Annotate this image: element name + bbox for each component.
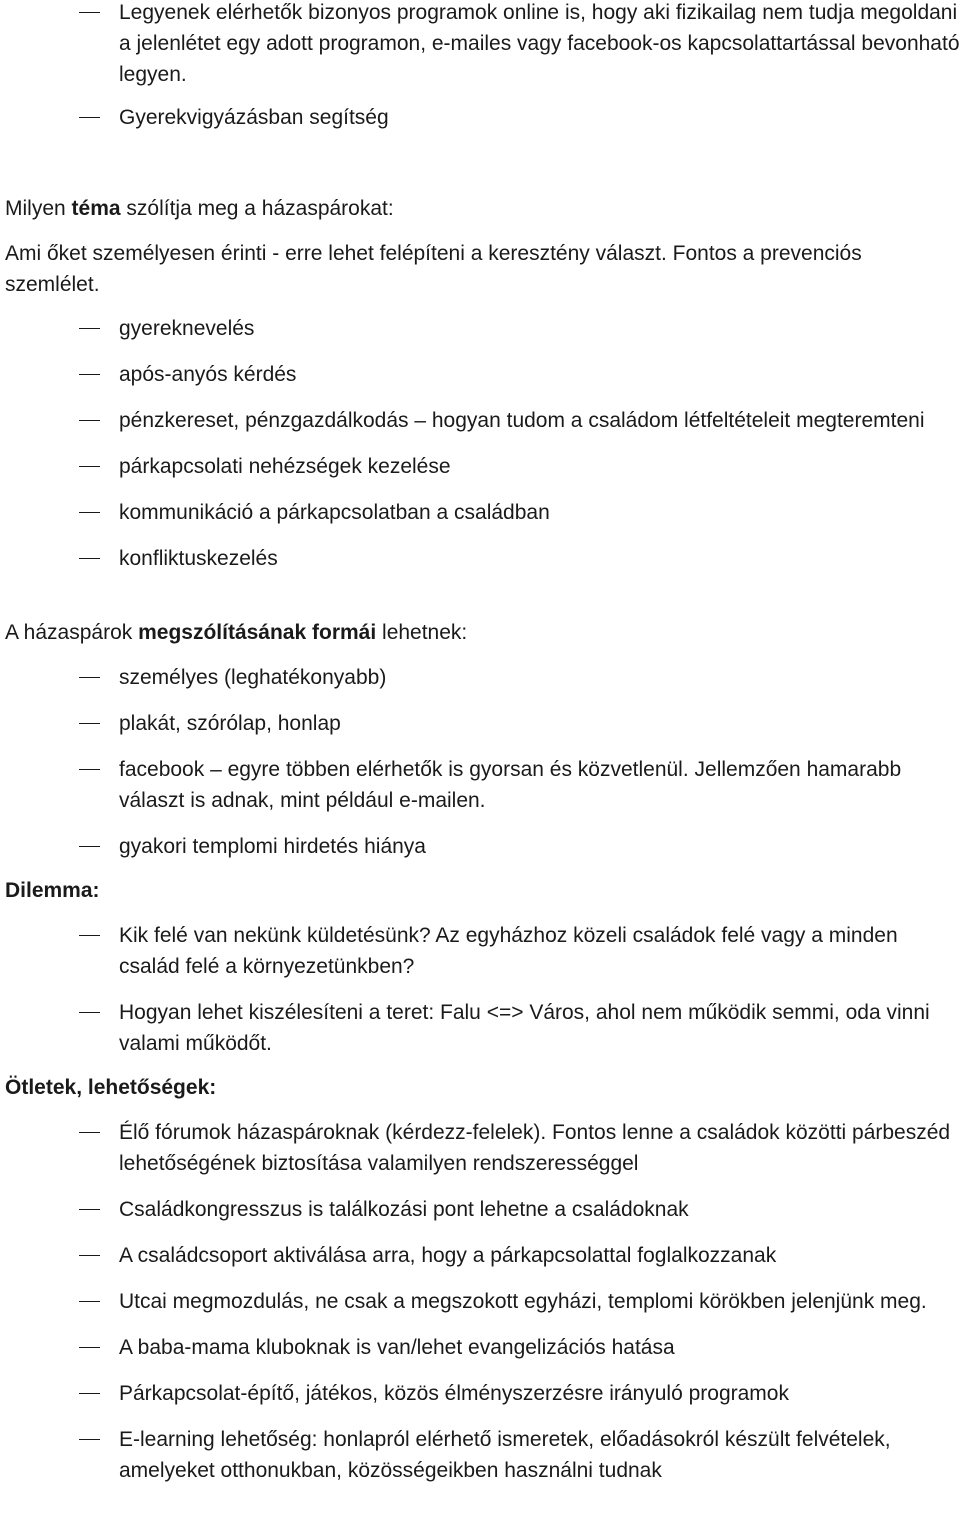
list-item-text: gyakori templomi hirdetés hiánya — [119, 835, 426, 858]
dash-bullet — [79, 1209, 100, 1210]
ideas-heading: Ötletek, lehetőségek: — [5, 1076, 217, 1099]
dash-bullet — [79, 117, 100, 118]
list-item-text: Gyerekvigyázásban segítség — [119, 106, 389, 129]
dash-bullet — [79, 1255, 100, 1256]
dash-bullet — [79, 374, 100, 375]
dash-bullet — [79, 769, 100, 770]
list-item — [0, 920, 960, 982]
list-dilemma — [0, 920, 960, 1059]
list-item-text: Hogyan lehet kiszélesíteni a teret: Falu <=> Város, ahol nem működik semmi, oda vinni valami működőt. — [119, 1001, 930, 1055]
list-item-text: após-anyós kérdés — [119, 363, 297, 386]
list-topics — [0, 313, 960, 574]
list-item — [0, 359, 960, 390]
dash-bullet — [79, 466, 100, 467]
list-item — [0, 1286, 960, 1317]
list-item-text: facebook – egyre többen elérhetők is gyorsan és közvetlenül. Jellemzően hamarabb választ is adnak, mint például e-mailen. — [119, 758, 902, 812]
list-item — [0, 102, 960, 133]
dash-bullet — [79, 512, 100, 513]
list-item-text: konfliktuskezelés — [119, 547, 278, 570]
list-item — [0, 451, 960, 482]
dash-bullet — [79, 1132, 100, 1133]
topic-description — [5, 238, 960, 300]
list-item-text: kommunikáció a párkapcsolatban a családban — [119, 501, 550, 524]
dash-bullet — [79, 1347, 100, 1348]
dash-bullet — [79, 12, 100, 13]
topic-bold: téma — [71, 197, 121, 220]
list-item — [0, 1194, 960, 1225]
forms-bold: megszólításának formái — [138, 621, 377, 644]
list-item — [0, 497, 960, 528]
list-item-text: gyereknevelés — [119, 317, 255, 340]
topic-pre: Milyen — [5, 197, 72, 220]
dash-bullet — [79, 677, 100, 678]
list-item — [0, 1117, 960, 1179]
list-item-text: A baba-mama kluboknak is van/lehet evangelizációs hatása — [119, 1336, 675, 1359]
dash-bullet — [79, 935, 100, 936]
list-item — [0, 831, 960, 862]
list-ideas — [0, 1117, 960, 1486]
dash-bullet — [79, 1301, 100, 1302]
list-item-text: A családcsoport aktiválása arra, hogy a párkapcsolattal foglalkozzanak — [119, 1244, 777, 1267]
list-item — [0, 1332, 960, 1363]
list-item-text: Párkapcsolat-építő, játékos, közös élményszerzésre irányuló programok — [119, 1382, 789, 1405]
dash-bullet — [79, 846, 100, 847]
list-item — [0, 405, 960, 436]
list-item — [0, 313, 960, 344]
list-item-text: párkapcsolati nehézségek kezelése — [119, 455, 451, 478]
list-item — [0, 1378, 960, 1409]
list-item-text: Családkongresszus is találkozási pont lehetne a családoknak — [119, 1198, 689, 1221]
forms-question — [5, 617, 960, 648]
list-item-text: Utcai megmozdulás, ne csak a megszokott egyházi, templomi körökben jelenjünk meg. — [119, 1290, 927, 1313]
dash-bullet — [79, 328, 100, 329]
list-item — [0, 543, 960, 574]
list-item-text: Kik felé van nekünk küldetésünk? Az egyházhoz közeli családok felé vagy a minden család felé a környezetünkben? — [119, 924, 898, 978]
list-item — [0, 1424, 960, 1486]
dilemma-heading: Dilemma: — [5, 879, 100, 902]
topic-question — [5, 193, 960, 224]
dash-bullet — [79, 1012, 100, 1013]
list-item — [0, 0, 960, 90]
list-item-text: pénzkereset, pénzgazdálkodás – hogyan tudom a családom létfeltételeit megteremteni — [119, 409, 925, 432]
dash-bullet — [79, 558, 100, 559]
list-online-programs — [0, 0, 960, 133]
list-item — [0, 662, 960, 693]
list-item — [0, 1240, 960, 1271]
list-item-text: személyes (leghatékonyabb) — [119, 666, 387, 689]
list-item — [0, 997, 960, 1059]
topic-post: szólítja meg a házaspárokat: — [120, 197, 394, 220]
list-item-text: E-learning lehetőség: honlapról elérhető ismeretek, előadásokról készült felvételek, amelyeket otthonukban, közösségeikben használni tudnak — [119, 1428, 891, 1482]
list-item-text: Élő fórumok házaspároknak (kérdezz-felelek). Fontos lenne a családok közötti párbeszéd lehetőségének biztosítása valamilyen rendszerességgel — [119, 1121, 951, 1175]
dash-bullet — [79, 420, 100, 421]
list-item-text: Legyenek elérhetők bizonyos programok online is, hogy aki fizikailag nem tudja megoldani a jelenlétet egy adott programon, e-mailes vagy facebook-os kapcsolattartással bevonható legyen. — [119, 1, 960, 86]
list-item — [0, 754, 960, 816]
dash-bullet — [79, 1393, 100, 1394]
dash-bullet — [79, 723, 100, 724]
dash-bullet — [79, 1439, 100, 1440]
list-item-text: plakát, szórólap, honlap — [119, 712, 341, 735]
forms-pre: A házaspárok — [5, 621, 139, 644]
list-forms — [0, 662, 960, 862]
list-item — [0, 708, 960, 739]
topic-desc-text: Ami őket személyesen érinti - erre lehet felépíteni a keresztény választ. Fontos a prevenciós szemlélet. — [5, 242, 862, 296]
forms-post: lehetnek: — [376, 621, 468, 644]
